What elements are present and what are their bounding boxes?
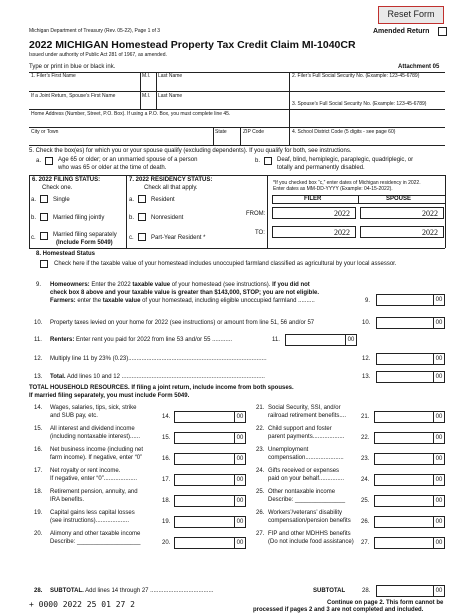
line13-text: Total. Add lines 10 and 12 ......................................................................................	[50, 374, 265, 380]
line26-label-1: Workers’/veterans’ disability	[268, 510, 343, 516]
line10-cents: 00	[435, 320, 443, 326]
spouse-last-name-field[interactable]: Last Name	[158, 93, 183, 99]
line11-cents: 00	[347, 337, 355, 343]
line28-number: 28.	[34, 588, 43, 594]
line19-label-1: Capital gains less capital losses	[50, 510, 135, 516]
line17-ref: 17.	[162, 477, 171, 483]
line17-label-2: If negative, enter “0”....................	[50, 476, 138, 482]
nonresident-label: Nonresident	[151, 215, 184, 221]
disabled-checkbox[interactable]	[264, 157, 272, 165]
line20-ref: 20.	[162, 540, 171, 546]
married-separately-label: Married filing separately	[53, 232, 117, 238]
line13-cents: 00	[435, 374, 443, 380]
line9-text-2: check box 8 above and your taxable value is greater than $143,000, STOP; you are not eligible.	[50, 290, 319, 296]
line16-number: 16.	[34, 447, 43, 453]
line18-number: 18.	[34, 489, 43, 495]
line18-cents: 00	[236, 498, 244, 504]
line16-label-1: Net business income (including net	[50, 447, 144, 453]
reset-form-button[interactable]: Reset Form	[378, 6, 444, 24]
line23-label-1: Unemployment	[268, 447, 309, 453]
filer-first-name-field[interactable]: 1. Filer’s First Name	[31, 73, 76, 79]
line12-text: Multiply line 11 by 23% (0.23)...................................................................................	[50, 356, 267, 362]
line10-ref: 10.	[362, 320, 371, 326]
married-jointly-checkbox[interactable]	[40, 213, 48, 221]
line19-ref: 19.	[162, 519, 171, 525]
farmland-label: Check here if the taxable value of your homestead includes unoccupied farmland classified as agricultural by your local assessor.	[54, 261, 397, 267]
state-field[interactable]: State	[215, 129, 227, 135]
line20-number: 20.	[34, 531, 43, 537]
line24-number: 24.	[256, 468, 265, 474]
spouse-to-year: 2022	[422, 228, 438, 237]
age65-label-2: who was 65 or older at the time of death.	[58, 165, 167, 171]
line11-ref: 11.	[272, 337, 280, 343]
line21-number: 21.	[256, 405, 265, 411]
line14-number: 14.	[34, 405, 43, 411]
fs-a-letter: a.	[31, 197, 37, 203]
res-c-letter: c.	[129, 235, 134, 241]
line19-cents: 00	[236, 519, 244, 525]
line15-label-2: (including nontaxable interest)......	[50, 434, 141, 440]
ink-instructions: Type or print in blue or black ink.	[29, 64, 116, 70]
age65-label-1: Age 65 or older; or an unmarried spouse of a person	[58, 157, 198, 163]
line27-label-1: FIP and other MDHHS benefits	[268, 531, 351, 537]
line22-number: 22.	[256, 426, 265, 432]
resident-label: Resident	[151, 197, 175, 203]
amended-return-checkbox[interactable]	[438, 27, 447, 36]
line11-number: 11.	[34, 337, 42, 343]
thr-heading-1: TOTAL HOUSEHOLD RESOURCES. If filing a joint return, include income from both spouses.	[29, 385, 294, 391]
form-barcode-number: + 0000 2022 25 01 27 2	[29, 600, 135, 609]
line24-ref: 24.	[361, 477, 370, 483]
homestead-status-title: 8. Homestead Status	[36, 251, 96, 257]
line20-label-2: Describe: ___________________	[50, 539, 141, 545]
zip-field[interactable]: ZIP Code	[243, 129, 265, 135]
line27-ref: 27.	[361, 540, 370, 546]
line23-cents: 00	[435, 456, 443, 462]
line25-label-2: Describe: _______________	[268, 497, 346, 503]
spouse-column-header: SPOUSE	[386, 196, 412, 202]
line16-ref: 16.	[162, 456, 171, 462]
line22-label-2: parent payments...................	[268, 434, 345, 440]
disabled-label-2: totally and permanently disabled.	[277, 165, 365, 171]
line23-number: 23.	[256, 447, 265, 453]
line27-label-2: (Do not include food assistance)	[268, 539, 354, 545]
line27-number: 27.	[256, 531, 265, 537]
line5-b-letter: b.	[255, 158, 261, 164]
fs-b-letter: b.	[31, 215, 37, 221]
residency-dates-note-1: *If you checked box “c,” enter dates of Michigan residency in 2022.	[273, 180, 421, 186]
filer-ssn-field[interactable]: 2. Filer’s Full Social Security No. (Example: 123-45-6789)	[292, 73, 420, 79]
line24-cents: 00	[435, 477, 443, 483]
line21-label-1: Social Security, SSI, and/or	[268, 405, 341, 411]
filer-to-year: 2022	[334, 228, 350, 237]
line22-label-1: Child support and foster	[268, 426, 332, 432]
line12-cents: 00	[435, 356, 443, 362]
line20-label-1: Alimony and other taxable income	[50, 531, 141, 537]
continue-note-2: processed if pages 2 and 3 are not completed and included.	[253, 607, 424, 613]
filing-status-sub: Check one.	[42, 185, 73, 191]
part-year-label: Part-Year Resident *	[151, 235, 206, 241]
line11-text: Renters: Enter rent you paid for 2022 from line 53 and/or 55 ............	[50, 337, 233, 343]
spouse-ssn-field[interactable]: 3. Spouse’s Full Social Security No. (Example: 123-45-6789)	[292, 101, 427, 107]
line25-ref: 25.	[361, 498, 370, 504]
spouse-first-name-field[interactable]: If a Joint Return, Spouse’s First Name	[31, 93, 116, 99]
line23-label-2: compensation.......................	[268, 455, 344, 461]
line26-cents: 00	[435, 519, 443, 525]
single-checkbox[interactable]	[40, 195, 48, 203]
line14-cents: 00	[236, 414, 244, 420]
filer-column-header: FILER	[304, 196, 322, 202]
part-year-checkbox[interactable]	[138, 233, 146, 241]
line10-number: 10.	[34, 320, 43, 326]
residency-title: 7. 2022 RESIDENCY STATUS:	[129, 177, 213, 183]
filing-status-title: 6. 2022 FILING STATUS:	[32, 177, 101, 183]
amended-return-label: Amended Return	[373, 28, 430, 35]
line16-cents: 00	[236, 456, 244, 462]
line9-text-3: Farmers: enter the taxable value of your homestead, including eligible unoccupied farmland ..........	[50, 298, 315, 304]
line21-ref: 21.	[361, 414, 370, 420]
line20-cents: 00	[236, 540, 244, 546]
filer-mi-field[interactable]: M.I.	[142, 73, 151, 79]
line15-number: 15.	[34, 426, 43, 432]
home-address-field[interactable]: Home Address (Number, Street, P.O. Box). If using a P.O. Box, you must complete line 45.	[31, 111, 231, 117]
line28-cents: 00	[435, 588, 443, 594]
nonresident-checkbox[interactable]	[138, 213, 146, 221]
filer-from-year: 2022	[334, 209, 350, 218]
line13-number: 13.	[34, 374, 43, 380]
line21-cents: 00	[435, 414, 443, 420]
line22-ref: 22.	[361, 435, 370, 441]
line9-cents: 00	[435, 297, 443, 303]
married-separately-checkbox[interactable]	[40, 232, 48, 240]
thr-heading-2: If married filing separately, you must include Form 5049.	[29, 393, 190, 399]
line17-number: 17.	[34, 468, 43, 474]
spouse-mi-field[interactable]: M.I.	[142, 93, 151, 99]
line18-ref: 18.	[162, 498, 171, 504]
continue-note-1: Continue on page 2. This form cannot be	[327, 600, 444, 606]
line18-label-1: Retirement pension, annuity, and	[50, 489, 138, 495]
line26-ref: 26.	[361, 519, 370, 525]
line25-number: 25.	[256, 489, 265, 495]
city-field[interactable]: City or Town	[31, 129, 59, 135]
issued-authority: Issued under authority of Public Act 281 of 1967, as amended.	[29, 52, 167, 58]
line16-label-2: farm income). If negative, enter “0”	[50, 455, 143, 461]
fs-c-letter: c.	[31, 235, 36, 241]
line10-text: Property taxes levied on your home for 2022 (see instructions) or amount from line 51, 56 and/or 57	[50, 320, 315, 326]
line15-ref: 15.	[162, 435, 171, 441]
single-label: Single	[53, 197, 70, 203]
line18-label-2: IRA benefits.	[50, 497, 85, 503]
line12-ref: 12.	[362, 356, 371, 362]
from-label: FROM:	[246, 211, 266, 217]
line14-label-1: Wages, salaries, tips, sick, strike	[50, 405, 137, 411]
line24-label-1: Gifts received or expenses	[268, 468, 340, 474]
line15-label-1: All interest and dividend income	[50, 426, 135, 432]
married-separately-note: (Include Form 5049)	[56, 240, 113, 246]
school-district-field[interactable]: 4. School District Code (5 digits - see page 60)	[292, 129, 396, 135]
line24-label-2: paid on your behalf...............	[268, 476, 345, 482]
line9-text-1: Homeowners: Enter the 2022 taxable value of your homestead (see instructions). If you did not	[50, 282, 310, 288]
line25-label-1: Other nontaxable income	[268, 489, 336, 495]
line28-ref: 28.	[362, 588, 371, 594]
line9-number: 9.	[36, 282, 42, 288]
line15-cents: 00	[236, 435, 244, 441]
residency-sub: Check all that apply.	[144, 185, 198, 191]
line19-label-2: (see instructions)....................	[50, 518, 130, 524]
resident-checkbox[interactable]	[138, 195, 146, 203]
disabled-label-1: Deaf, blind, hemiplegic, paraplegic, quadriplegic, or	[277, 157, 414, 163]
residency-dates-note-2: Enter dates as MM-DD-YYYY (Example: 04-15-2022).	[273, 186, 393, 192]
line5-instructions: 5. Check the box(es) for which you or your spouse qualify (excluding dependents). If you qualify for both, see instructions.	[29, 148, 352, 154]
line12-number: 12.	[34, 356, 43, 362]
line26-number: 26.	[256, 510, 265, 516]
line9-ref: 9.	[365, 298, 371, 304]
department-line: Michigan Department of Treasury (Rev. 05-22), Page 1 of 3	[29, 28, 161, 34]
married-jointly-label: Married filing jointly	[53, 215, 105, 221]
farmland-checkbox[interactable]	[40, 260, 48, 268]
age65-checkbox[interactable]	[45, 157, 53, 165]
line19-number: 19.	[34, 510, 43, 516]
line21-label-2: railroad retirement benefits....	[268, 413, 347, 419]
line17-cents: 00	[236, 477, 244, 483]
attachment-number: Attachment 05	[398, 64, 440, 70]
line26-label-2: compensation/pension benefits	[268, 518, 351, 524]
line27-cents: 00	[435, 540, 443, 546]
line28-text: SUBTOTAL. Add lines 14 through 27 ......................................	[50, 588, 214, 594]
res-a-letter: a.	[129, 197, 135, 203]
line25-cents: 00	[435, 498, 443, 504]
line5-a-letter: a.	[36, 158, 42, 164]
form-title: 2022 MICHIGAN Homestead Property Tax Credit Claim MI-1040CR	[29, 39, 356, 51]
spouse-from-year: 2022	[422, 209, 438, 218]
filer-last-name-field[interactable]: Last Name	[158, 73, 183, 79]
line28-subtotal-label: SUBTOTAL	[313, 588, 346, 594]
to-label: TO:	[255, 230, 265, 236]
res-b-letter: b.	[129, 215, 135, 221]
line22-cents: 00	[435, 435, 443, 441]
line14-ref: 14.	[162, 414, 171, 420]
line13-ref: 13.	[362, 374, 371, 380]
line23-ref: 23.	[361, 456, 370, 462]
line14-label-2: and SUB pay, etc.	[50, 413, 98, 419]
line17-label-1: Net royalty or rent income.	[50, 468, 121, 474]
